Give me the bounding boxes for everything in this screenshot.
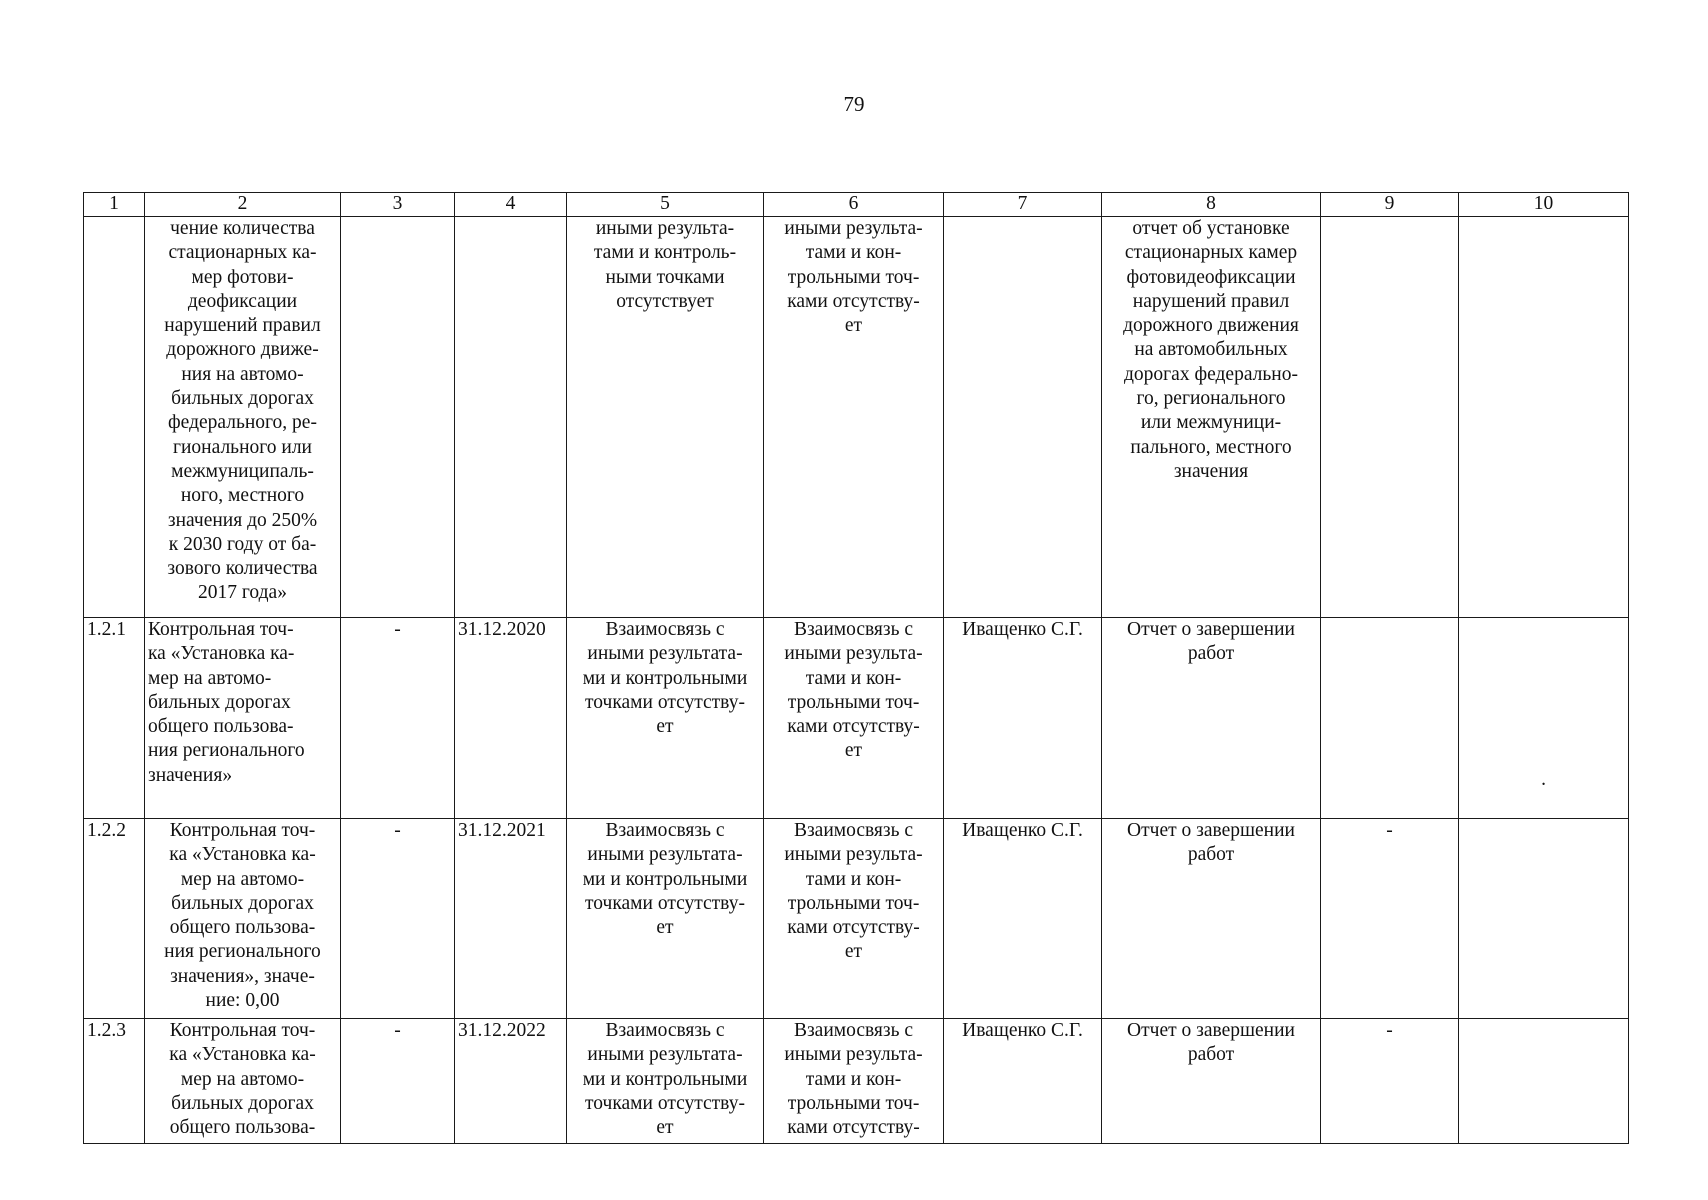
cell-col6: Взаимосвязь с иными результа- тами и кон- трольными точ- ками отсутству- ет xyxy=(764,819,944,1019)
column-header: 7 xyxy=(944,193,1102,217)
cell-col3: - xyxy=(341,819,455,1019)
column-header: 6 xyxy=(764,193,944,217)
cell-responsible xyxy=(944,217,1102,618)
column-header: 1 xyxy=(84,193,145,217)
cell-col6: иными результа- тами и кон- трольными точ- ками отсутству- ет xyxy=(764,217,944,618)
table-header-row xyxy=(84,193,1629,217)
cell-report: Отчет о завершении работ xyxy=(1102,819,1321,1019)
cell-report: Отчет о завершении работ xyxy=(1102,1019,1321,1144)
column-header: 9 xyxy=(1321,193,1459,217)
cell-col9: - xyxy=(1321,1019,1459,1144)
cell-date: 31.12.2020 xyxy=(455,618,567,819)
cell-col3 xyxy=(341,217,455,618)
cell-col10 xyxy=(1459,819,1629,1019)
column-header: 5 xyxy=(567,193,764,217)
cell-col3: - xyxy=(341,618,455,819)
cell-responsible: Иващенко С.Г. xyxy=(944,1019,1102,1144)
cell-col9: - xyxy=(1321,819,1459,1019)
column-header: 10 xyxy=(1459,193,1629,217)
cell-responsible: Иващенко С.Г. xyxy=(944,819,1102,1019)
cell-col5: Взаимосвязь с иными результата- ми и контрольными точками отсутству- ет xyxy=(567,618,764,819)
table-row xyxy=(84,819,1629,1019)
cell-col3: - xyxy=(341,1019,455,1144)
cell-number: 1.2.2 xyxy=(84,819,145,1019)
cell-name: чение количества стационарных ка- мер фотови- деофиксации нарушений правил дорожного движе- ния на автомо- бильных дорогах федерального, ре- гионального или межмуниципаль- ного, местного значения до 250% к 2030 году от ба- зового количества 2017 года» xyxy=(145,217,341,618)
cell-col5: иными результа- тами и контроль- ными точками отсутствует xyxy=(567,217,764,618)
cell-report: отчет об установке стационарных камер фотовидеофиксации нарушений правил дорожного движения на автомобильных дорогах федерально- го, регионального или межмуници- пального, местного значения xyxy=(1102,217,1321,618)
column-header: 2 xyxy=(145,193,341,217)
table-row xyxy=(84,618,1629,819)
cell-number: 1.2.1 xyxy=(84,618,145,819)
cell-col10: . xyxy=(1459,618,1629,819)
cell-col6: Взаимосвязь с иными результа- тами и кон- трольными точ- ками отсутству- ет xyxy=(764,618,944,819)
cell-name: Контрольная точ- ка «Установка ка- мер на автомо- бильных дорогах общего пользова- xyxy=(145,1019,341,1144)
cell-responsible: Иващенко С.Г. xyxy=(944,618,1102,819)
cell-number: 1.2.3 xyxy=(84,1019,145,1144)
cell-col5: Взаимосвязь с иными результата- ми и контрольными точками отсутству- ет xyxy=(567,819,764,1019)
cell-col9 xyxy=(1321,217,1459,618)
cell-report: Отчет о завершении работ xyxy=(1102,618,1321,819)
column-header: 4 xyxy=(455,193,567,217)
data-table xyxy=(83,192,1629,1144)
table-row xyxy=(84,217,1629,618)
cell-col9 xyxy=(1321,618,1459,819)
cell-number xyxy=(84,217,145,618)
cell-col10 xyxy=(1459,217,1629,618)
column-header: 3 xyxy=(341,193,455,217)
cell-date: 31.12.2022 xyxy=(455,1019,567,1144)
cell-col10 xyxy=(1459,1019,1629,1144)
cell-col5: Взаимосвязь с иными результата- ми и контрольными точками отсутству- ет xyxy=(567,1019,764,1144)
cell-date: 31.12.2021 xyxy=(455,819,567,1019)
page-number: 79 xyxy=(843,92,865,116)
cell-col6: Взаимосвязь с иными результа- тами и кон- трольными точ- ками отсутству- xyxy=(764,1019,944,1144)
column-header: 8 xyxy=(1102,193,1321,217)
cell-name: Контрольная точ- ка «Установка ка- мер на автомо- бильных дорогах общего пользова- ния регионального значения», значе- ние: 0,00 xyxy=(145,819,341,1019)
cell-name: Контрольная точ- ка «Установка ка- мер на автомо- бильных дорогах общего пользова- ния регионального значения» xyxy=(145,618,341,819)
table-row xyxy=(84,1019,1629,1144)
cell-date xyxy=(455,217,567,618)
